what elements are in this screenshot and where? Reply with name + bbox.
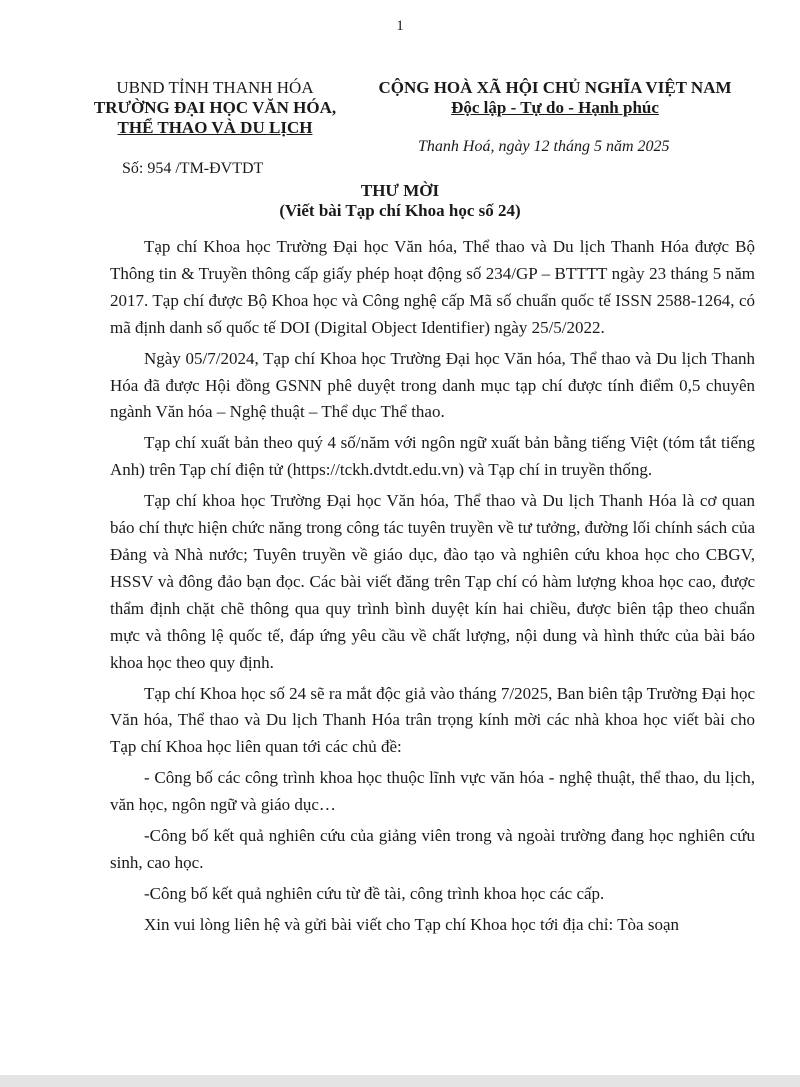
document-body: [110, 234, 755, 943]
page-number: 1: [396, 18, 404, 34]
issuer-header: [70, 78, 360, 138]
paragraph: Tạp chí xuất bản theo quý 4 số/năm với ngôn ngữ xuất bản bằng tiếng Việt (tóm tắt tiếng Anh) trên Tạp chí điện tử (https://tckh.dvtdt.edu.vn) và Tạp chí in truyền thống.: [110, 433, 755, 480]
paragraph: Tạp chí Khoa học số 24 sẽ ra mắt độc giả vào tháng 7/2025, Ban biên tập Trường Đại học Văn hóa, Thể thao và Du lịch Thanh Hóa trân trọng kính mời các nhà khoa học viết bài cho Tạp chí Khoa học liên quan tới các chủ đề:: [110, 683, 755, 757]
closing-paragraph: Xin vui lòng liên hệ và gửi bài viết cho Tạp chí Khoa học tới địa chỉ: Tòa soạn: [144, 914, 680, 934]
date-line: Thanh Hoá, ngày 12 tháng 5 năm 2025: [418, 138, 670, 155]
nation-name: CỘNG HOÀ XÃ HỘI CHỦ NGHĨA VIỆT NAM: [378, 78, 732, 97]
national-header: [355, 78, 755, 118]
bullet-item: -Công bố kết quả nghiên cứu của giảng viên trong và ngoài trường đang học nghiên cứu sinh, cao học.: [110, 826, 755, 872]
title-text: THƯ MỜI: [360, 181, 440, 200]
issuer-line-2: TRƯỜNG ĐẠI HỌC VĂN HÓA,: [93, 98, 337, 117]
paragraph: Tạp chí khoa học Trường Đại học Văn hóa, Thể thao và Du lịch Thanh Hóa là cơ quan báo chí thực hiện chức năng trong công tác tuyên truyền về tư tưởng, đường lối chính sách của Đảng và Nhà nước; Tuyên truyền về giáo dục, đào tạo và nghiên cứu khoa học cho CBGV, HSSV và đông đảo bạn đọc. Các bài viết đăng trên Tạp chí có hàm lượng khoa học cao, được thẩm định chặt chẽ thông qua quy trình bình duyệt kín hai chiều, được biên tập theo chuẩn mực và thông lệ quốc tế, đáp ứng yêu cầu về chất lượng, nội dung và hình thức của bài báo khoa học theo quy định.: [110, 491, 755, 672]
bullet-item: - Công bố các công trình khoa học thuộc lĩnh vực văn hóa - nghệ thuật, thể thao, du lịch, văn học, ngôn ngữ và giáo dục…: [110, 768, 755, 815]
page-bottom-edge: [0, 1075, 800, 1087]
document-number: Số: 954 /TM-ĐVTDT: [122, 160, 264, 177]
bullet-item: -Công bố kết quả nghiên cứu từ đề tài, công trình khoa học các cấp.: [144, 883, 605, 903]
paragraph: Tạp chí Khoa học Trường Đại học Văn hóa, Thể thao và Du lịch Thanh Hóa được Bộ Thông tin & Truyền thông cấp giấy phép hoạt động số 234/GP – BTTTT ngày 23 tháng 5 năm 2017. Tạp chí được Bộ Khoa học và Công nghệ cấp Mã số chuẩn quốc tế ISSN 2588-1264, có mã định danh số quốc tế DOI (Digital Object Identifier) ngày 25/5/2022.: [110, 237, 755, 337]
document-title: [0, 181, 800, 221]
issuer-line-3: THỂ THAO VÀ DU LỊCH: [117, 118, 313, 137]
paragraph: Ngày 05/7/2024, Tạp chí Khoa học Trường Đại học Văn hóa, Thể thao và Du lịch Thanh Hóa đã được Hội đồng GSNN phê duyệt trong danh mục tạp chí được tính điểm 0,5 chuyên ngành Văn hóa – Nghệ thuật – Thể dục Thể thao.: [110, 348, 755, 422]
national-motto: Độc lập - Tự do - Hạnh phúc: [451, 98, 659, 117]
subtitle-text: (Viết bài Tạp chí Khoa học số 24): [279, 201, 521, 220]
issuer-line-1: UBND TỈNH THANH HÓA: [116, 78, 314, 97]
